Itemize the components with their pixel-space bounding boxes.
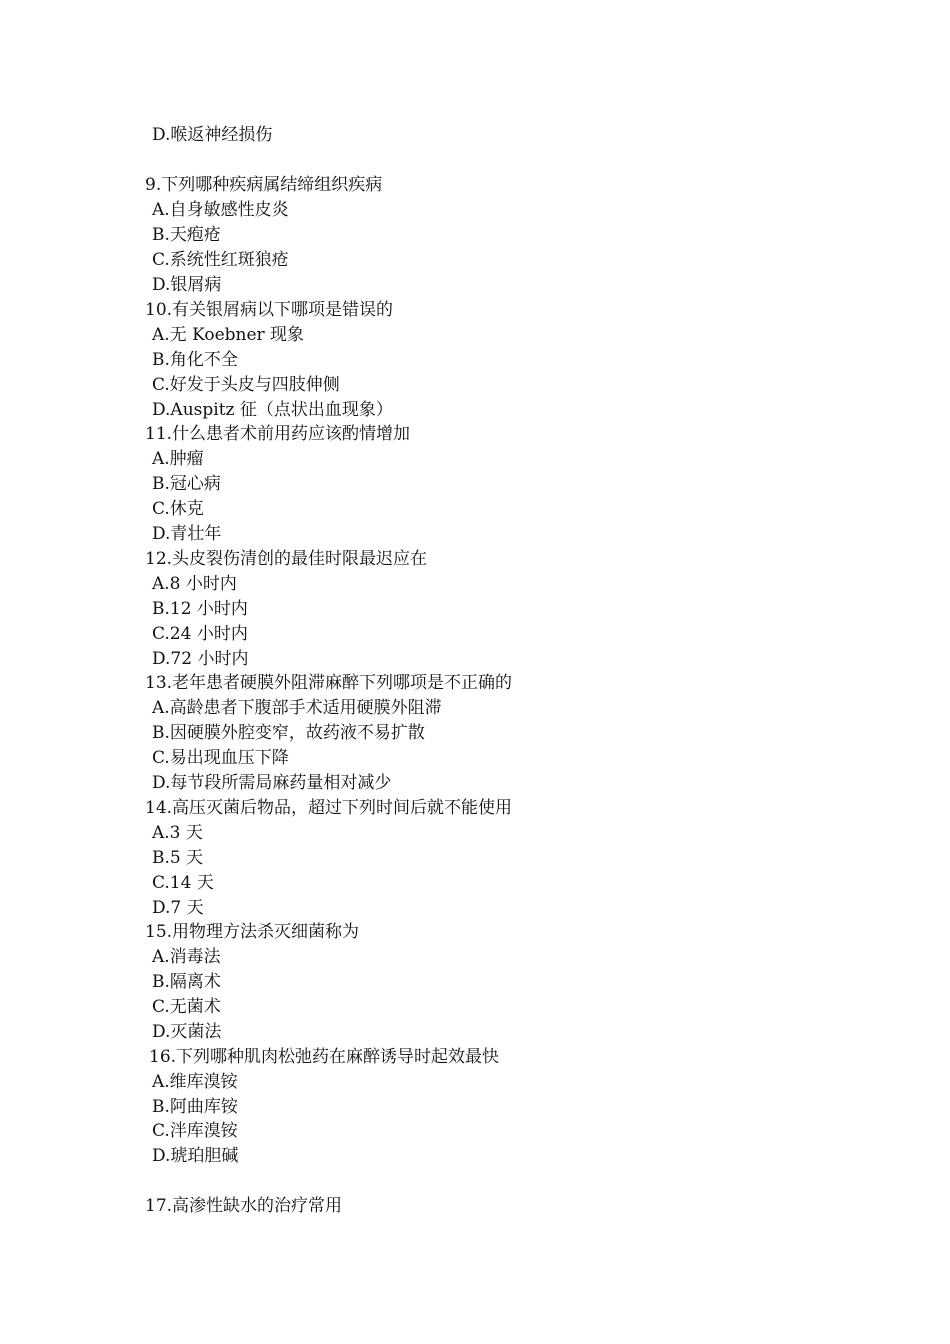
option-text: B.角化不全: [152, 350, 238, 370]
option-text: A.高龄患者下腹部手术适用硬膜外阻滞: [152, 698, 442, 718]
option-text: B.5 天: [152, 848, 204, 868]
option-text: C.24 小时内: [152, 624, 248, 644]
option-text: B.阿曲库铵: [152, 1097, 238, 1117]
option-text: A.自身敏感性皮炎: [152, 200, 289, 220]
option-text: A.无 Koebner 现象: [152, 325, 305, 345]
option-text: B.天疱疮: [152, 225, 221, 245]
question-text: 12.头皮裂伤清创的最佳时限最迟应在: [145, 549, 428, 569]
option-text: D.灭菌法: [152, 1022, 222, 1042]
option-text: A.维库溴铵: [152, 1072, 238, 1092]
option-text: D.喉返神经损伤: [152, 125, 273, 145]
option-text: A.肿瘤: [152, 449, 204, 469]
option-text: D.7 天: [152, 898, 204, 918]
option-text: C.易出现血压下降: [152, 748, 289, 768]
question-text: 11.什么患者术前用药应该酌情增加: [145, 424, 411, 444]
question-text: 17.高渗性缺水的治疗常用: [145, 1196, 343, 1216]
option-text: B.隔离术: [152, 972, 221, 992]
question-text: 10.有关银屑病以下哪项是错误的: [145, 300, 394, 320]
option-text: B.冠心病: [152, 474, 221, 494]
question-text: 15.用物理方法杀灭细菌称为: [145, 922, 360, 942]
option-text: B.12 小时内: [152, 599, 248, 619]
option-text: C.系统性红斑狼疮: [152, 250, 289, 270]
option-text: A.3 天: [152, 823, 203, 843]
option-text: D.Auspitz 征（点状出血现象）: [152, 400, 393, 420]
option-text: D.青壮年: [152, 524, 222, 544]
option-text: A.消毒法: [152, 947, 221, 967]
option-text: D.每节段所需局麻药量相对减少: [152, 773, 392, 793]
question-text: 13.老年患者硬膜外阻滞麻醉下列哪项是不正确的: [145, 673, 513, 693]
option-text: C.14 天: [152, 873, 214, 893]
option-text: D.琥珀胆碱: [152, 1146, 239, 1166]
option-text: D.银屑病: [152, 275, 222, 295]
question-text: 9.下列哪种疾病属结缔组织疾病: [145, 175, 383, 195]
option-text: C.好发于头皮与四肢伸侧: [152, 375, 340, 395]
question-text: 14.高压灭菌后物品，超过下列时间后就不能使用: [145, 798, 513, 818]
option-text: C.休克: [152, 499, 204, 519]
option-text: A.8 小时内: [152, 574, 237, 594]
option-text: D.72 小时内: [152, 649, 249, 669]
option-text: C.泮库溴铵: [152, 1121, 238, 1141]
option-text: C.无菌术: [152, 997, 221, 1017]
option-text: B.因硬膜外腔变窄，故药液不易扩散: [152, 723, 425, 743]
question-text: 16.下列哪种肌肉松弛药在麻醉诱导时起效最快: [149, 1047, 500, 1067]
